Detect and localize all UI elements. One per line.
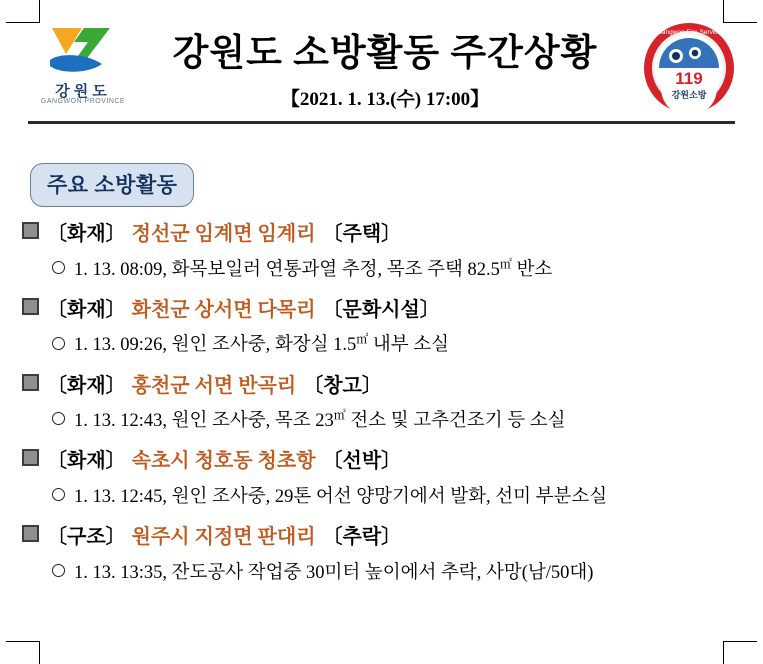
entry-detail-text: 화목보일러 연통과열 추정, 목조 주택 82.5 bbox=[171, 259, 500, 280]
entry-kind: 〔추락〕 bbox=[322, 526, 402, 549]
gangwon-logo-korean-text: 강원도 bbox=[55, 83, 111, 100]
entry-kind: 〔주택〕 bbox=[322, 223, 402, 245]
entry-place: 화천군 상서면 다목리 bbox=[131, 298, 316, 321]
square-bullet-icon bbox=[22, 298, 39, 315]
circle-bullet-icon bbox=[52, 412, 65, 425]
entry-detail bbox=[22, 560, 752, 585]
list-item bbox=[22, 525, 752, 585]
entry-detail-tail: 전소 및 고추건조기 등 소실 bbox=[345, 411, 566, 432]
entry-detail bbox=[22, 332, 752, 357]
header-divider bbox=[28, 121, 735, 124]
entry-kind: 〔선박〕 bbox=[322, 450, 402, 473]
entry-detail bbox=[22, 408, 752, 433]
entry-detail-time: 1. 13. 12:43, bbox=[74, 411, 168, 432]
entry-detail-tail: 반소 bbox=[511, 259, 553, 280]
square-bullet-icon bbox=[22, 374, 39, 391]
document-title: 강원도 소방활동 주간상황 bbox=[172, 33, 598, 74]
list-item bbox=[22, 449, 752, 509]
gangwon-logo-english-text: GANGWON PROVINCE bbox=[40, 98, 126, 105]
entry-detail-unit: ㎡ bbox=[356, 332, 369, 347]
crop-mark-bottom-right-vertical bbox=[723, 641, 724, 664]
gangwon-fire-service-emblem-icon bbox=[643, 22, 735, 114]
entry-detail-text: 원인 조사중, 목조 23 bbox=[171, 411, 334, 432]
svg-text:119: 119 bbox=[675, 69, 703, 88]
crop-mark-bottom-left-vertical bbox=[39, 641, 40, 664]
entry-detail-unit: ㎡ bbox=[499, 256, 512, 271]
list-item bbox=[22, 374, 752, 434]
entry-detail-text: 원인 조사중, 화장실 1.5 bbox=[171, 335, 357, 356]
entry-place: 속초시 청호동 청초항 bbox=[131, 450, 316, 473]
svg-text:Gangwon Fire Service: Gangwon Fire Service bbox=[656, 29, 722, 36]
list-item bbox=[22, 298, 752, 358]
entry-category: 〔화재〕 bbox=[47, 374, 126, 397]
title-block bbox=[140, 22, 630, 111]
gangwon-province-emblem-icon bbox=[44, 24, 122, 80]
entry-category: 〔화재〕 bbox=[47, 298, 126, 321]
entry-detail-time: 1. 13. 13:35, bbox=[74, 562, 168, 583]
square-bullet-icon bbox=[22, 525, 39, 542]
entry-place: 홍천군 서면 반곡리 bbox=[131, 374, 297, 397]
entry-detail-text: 원인 조사중, 29톤 어선 양망기에서 발화, 선미 부분소실 bbox=[171, 487, 608, 508]
crop-mark-bottom-left-horizontal bbox=[6, 641, 40, 642]
square-bullet-icon bbox=[22, 449, 39, 466]
svg-text:강원소방: 강원소방 bbox=[671, 90, 707, 100]
circle-bullet-icon bbox=[52, 337, 65, 350]
entry-detail-tail: 내부 소실 bbox=[368, 335, 449, 356]
entry-detail-time: 1. 13. 09:26, bbox=[74, 335, 168, 356]
entry-detail bbox=[22, 257, 752, 282]
crop-mark-bottom-right-horizontal bbox=[723, 641, 757, 642]
entry-heading bbox=[22, 298, 752, 324]
entry-kind: 〔창고〕 bbox=[303, 374, 382, 397]
document-header bbox=[0, 14, 763, 114]
entry-category: 〔화재〕 bbox=[47, 223, 126, 245]
entry-detail-text: 잔도공사 작업중 30미터 높이에서 추락, 사망(남/50대) bbox=[171, 562, 594, 583]
entry-detail-unit: ㎡ bbox=[333, 408, 346, 423]
list-item bbox=[22, 222, 752, 282]
entry-category: 〔화재〕 bbox=[47, 450, 126, 473]
entry-detail-time: 1. 13. 12:45, bbox=[74, 487, 168, 508]
entry-heading bbox=[22, 449, 752, 475]
circle-bullet-icon bbox=[52, 564, 65, 577]
entry-place: 원주시 지정면 판대리 bbox=[131, 526, 316, 549]
circle-bullet-icon bbox=[52, 261, 65, 274]
section-heading-badge: 주요 소방활동 bbox=[30, 163, 194, 207]
entry-detail bbox=[22, 484, 752, 509]
entry-detail-time: 1. 13. 08:09, bbox=[74, 259, 168, 280]
entry-category: 〔구조〕 bbox=[47, 526, 126, 549]
entry-place: 정선군 임계면 임계리 bbox=[131, 223, 316, 245]
activity-entry-list bbox=[22, 222, 752, 601]
circle-bullet-icon bbox=[52, 488, 65, 501]
entry-heading bbox=[22, 222, 752, 248]
gangwon-province-logo bbox=[28, 24, 138, 116]
entry-heading bbox=[22, 374, 752, 400]
document-date: 【2021. 1. 13.(수) 17:00】 bbox=[280, 89, 490, 110]
entry-kind: 〔문화시설〕 bbox=[322, 298, 440, 321]
square-bullet-icon bbox=[22, 222, 39, 239]
entry-heading bbox=[22, 525, 752, 551]
